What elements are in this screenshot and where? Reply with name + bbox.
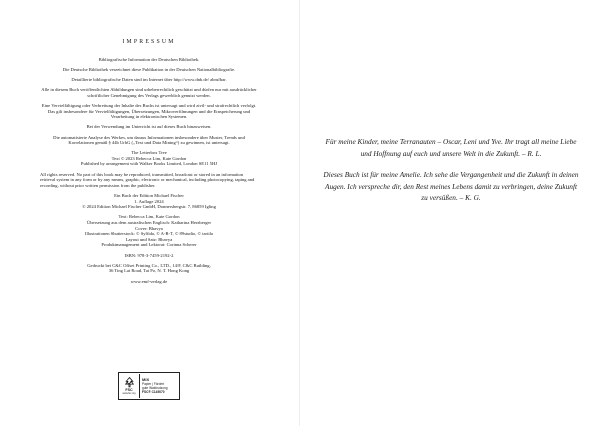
edition-info — [40, 193, 258, 210]
fsc-tree-checkmark-icon — [124, 377, 135, 388]
credit-line: Text: Rebecca Lim, Kate Gordon — [118, 214, 180, 220]
dedication-paragraph: Für meine Kinder, meine Terranauten – Oscar, Leni und Yve. Ihr tragt all meine Liebe und Hoffnung auf euch und unsere Welt in die Zukunft. – R. L. — [325, 137, 577, 158]
imprint-paragraph: Eine Vervielfältigung oder Verbreitung der Inhalte des Buchs ist untersagt und wird zivil- und strafrechtlich verfolgt. Das gilt insbesondere für Vervielfältigungen, Übersetzungen, Mikroverfilmungen und die Einspeicherung und Verarbeitung in elektronischen Systemen. — [41, 102, 257, 120]
original-edition — [40, 150, 258, 167]
fsc-mix: MIX — [142, 377, 150, 382]
imprint-title: IMPRESSUM — [122, 39, 176, 45]
printer-line: Gedruckt bei C&C Offset Printing Co., LTD., 14/F, C&C Building, — [87, 262, 211, 268]
fsc-code: FSC® C145070 — [142, 390, 165, 394]
printer-line: 36 Ting Lai Road, Tai Po, N. T. Hong Kong — [108, 268, 190, 274]
imprint-block — [40, 40, 258, 289]
imprint-paragraph: Die Deutsche Bibliothek verzeichnet diese Publikation in der Deutschen Nationalbibliografie. — [62, 66, 236, 72]
imprint-paragraph: Detaillierte bibliografische Daten sind im Internet über http://www.dnb.de/ abrufbar. — [71, 76, 227, 82]
credit-line: Cover: Bhavya — [135, 225, 163, 231]
fsc-line: Papier | Fördert — [142, 382, 165, 386]
credits — [40, 214, 258, 248]
rights-notice: All rights reserved. No part of this book may be reproduced, transmitted, broadcast or stored in an information retrieval system in any form or by any means, graphic, electronic or mechanical, including photocopying, taping and recording, without prior written permission from the publisher. — [40, 171, 255, 188]
fsc-logo-text: FSC — [125, 388, 133, 392]
publisher-website: www.emf-verlag.de — [130, 278, 168, 284]
imprint-paragraph: Bibliografische Information der Deutschen Bibliothek. — [98, 56, 200, 62]
edition-line: © 2024 Edition Michael Fischer GmbH, Donnersbergstr. 7, 86859 Igling — [82, 204, 216, 210]
dedication-page — [300, 0, 600, 426]
credit-line: Übersetzung aus dem australischen Englisch: Katharina Herzberger — [86, 220, 212, 225]
imprint-paragraph: Die automatisierte Analyse des Werkes, um daraus Informationen insbesondere über Muster, Trends und Korrelationen gemäß § 44b UrhG („Text und Data Mining“) zu gewinnen, ist untersagt. — [53, 134, 245, 146]
dedication-block — [322, 136, 580, 214]
printer-info — [40, 263, 258, 274]
credit-line: Produktmanagement und Lektorat: Corinna Scherer — [101, 242, 197, 248]
dedication-paragraph: Dieses Buch ist für meine Amelie. Ich sehe die Vergangenheit und die Zukunft in deinen Augen. Ich verspreche dir, den Rest meines Lebens damit zu verbringen, deine Zukunft zu versüßen. – K. G. — [323, 170, 579, 203]
fsc-line: gute Waldnutzung — [142, 386, 168, 390]
credit-line: Illustrationen Shutterstock: © Sylfida, © A-R-T, © 89studio, © tartila — [85, 231, 213, 237]
original-copyright: Text © 2023 Rebecca Lim, Kate Gordon — [111, 155, 187, 161]
imprint-paragraph: Bei der Verwendung im Unterricht ist auf dieses Buch hinzuweisen. — [86, 124, 212, 130]
edition-line: 1. Auflage 2024 — [134, 198, 164, 204]
fsc-badge — [118, 372, 180, 400]
credit-line: Layout und Satz: Bhavya — [125, 236, 173, 242]
original-publisher: Published by arrangement with Walker Books Limited, London SE11 5HJ — [80, 161, 218, 167]
imprint-paragraph: Alle in diesem Buch veröffentlichten Abbildungen sind urheberrechtlich geschützt und dürfen nur mit ausdrücklicher schriftlicher Genehmigung des Verlags gewerblich genutzt werden. — [41, 87, 257, 98]
isbn: ISBN: 978-3-7459-2192-2 — [124, 252, 174, 258]
original-title: The Letterbox Tree — [131, 150, 167, 156]
fsc-label — [140, 378, 179, 394]
fsc-logo — [119, 374, 140, 398]
edition-line: Ein Buch der Edition Michael Fischer — [114, 193, 184, 199]
fsc-logo-website: www.fsc.org — [122, 392, 136, 395]
